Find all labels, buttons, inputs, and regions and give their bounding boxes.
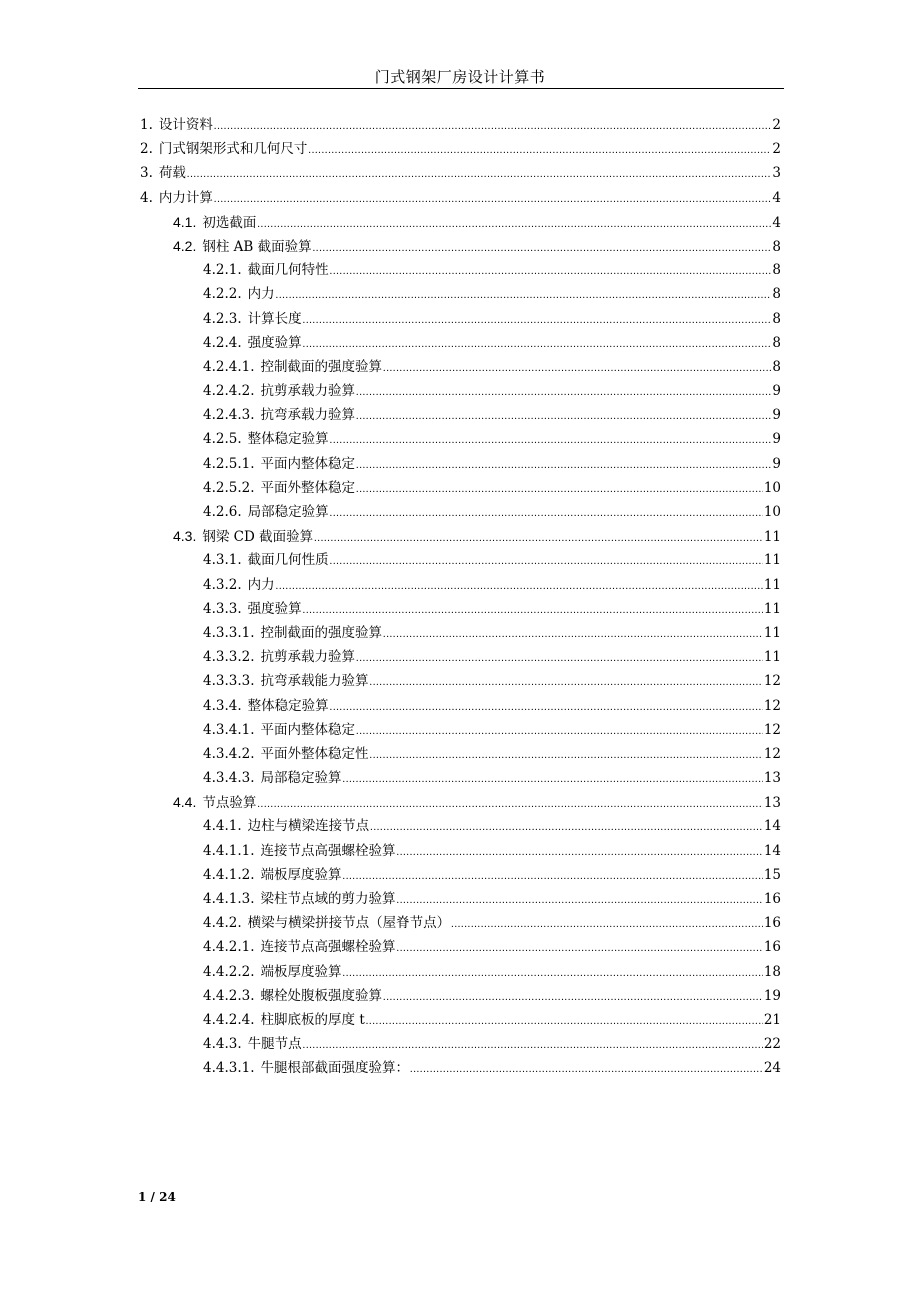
toc-entry-title: 横梁与横梁拼接节点（屋脊节点） [247, 915, 451, 932]
toc-dot-leader [330, 436, 772, 446]
toc-dot-leader [383, 364, 771, 374]
toc-entry-page: 8 [772, 238, 781, 255]
toc-entry-title: 内力 [247, 286, 275, 303]
toc-entry[interactable] [203, 1008, 781, 1032]
toc-entry-page: 16 [763, 939, 781, 956]
toc-entry-title: 钢柱 AB 截面验算 [202, 238, 312, 255]
toc-entry[interactable] [140, 186, 781, 210]
toc-entry-number: 4.2.1. [203, 262, 242, 279]
toc-dot-leader [356, 727, 763, 737]
toc-entry-title: 平面内整体稳定 [260, 721, 356, 738]
toc-entry-page: 8 [772, 334, 781, 351]
toc-dot-leader [356, 485, 763, 495]
toc-entry-page: 8 [772, 286, 781, 303]
toc-entry-number: 4.3.3.3. [203, 673, 255, 690]
toc-entry-number: 4.4.2.1. [203, 939, 255, 956]
toc-entry-number: 4.3.1. [203, 552, 242, 569]
toc-dot-leader [383, 993, 763, 1003]
toc-entry[interactable] [203, 573, 781, 597]
toc-entry-page: 22 [763, 1036, 781, 1053]
toc-entry-page: 8 [772, 262, 781, 279]
toc-entry-page: 11 [763, 649, 781, 666]
toc-dot-leader [187, 170, 772, 180]
toc-entry-number: 4.3.3. [203, 600, 242, 617]
toc-dot-leader [303, 340, 772, 350]
toc-dot-leader [330, 703, 763, 713]
toc-entry-number: 4.2.5. [203, 431, 242, 448]
toc-entry-page: 21 [763, 1011, 781, 1028]
toc-entry-title: 抗弯承载力验算 [260, 407, 356, 424]
toc-entry-page: 11 [763, 529, 781, 546]
toc-dot-leader [276, 582, 763, 592]
toc-entry-title: 连接节点高强螺栓验算 [260, 842, 396, 859]
toc-entry-title: 局部稳定验算 [247, 504, 329, 520]
toc-entry-page: 9 [772, 407, 781, 424]
toc-dot-leader [370, 823, 763, 833]
toc-entry-page: 14 [763, 842, 781, 859]
toc-entry-title: 强度验算 [247, 334, 302, 351]
toc-entry-title: 牛腿根部截面强度验算： [260, 1060, 410, 1077]
toc-entry[interactable] [203, 1056, 781, 1080]
toc-entry-page: 10 [763, 504, 781, 520]
toc-entry-page: 4 [772, 214, 781, 231]
toc-entry-title: 边柱与横梁连接节点 [247, 818, 370, 835]
toc-entry-number: 4.2.4. [203, 334, 242, 351]
toc-entry-page: 8 [772, 358, 781, 375]
toc-entry[interactable] [203, 839, 781, 863]
toc-entry[interactable] [203, 1032, 781, 1056]
toc-entry-page: 11 [763, 624, 781, 641]
toc-entry[interactable] [203, 911, 781, 935]
toc-entry-number: 4.3. [173, 528, 197, 545]
toc-entry-page: 8 [772, 310, 781, 327]
toc-entry-number: 4.3.4.1. [203, 721, 255, 738]
toc-entry[interactable] [203, 742, 781, 766]
toc-entry-title: 钢梁 CD 截面验算 [202, 529, 314, 546]
toc-entry[interactable] [203, 307, 781, 331]
toc-entry-page: 15 [763, 866, 781, 883]
toc-entry-title: 整体稳定验算 [247, 431, 329, 448]
toc-dot-leader [451, 920, 763, 930]
page-header-title: 门式钢架厂房设计计算书 [374, 68, 546, 86]
toc-entry-number: 4.4.1.2. [203, 866, 255, 883]
toc-entry-number: 4.4.1.3. [203, 891, 255, 907]
toc-entry-number: 4.3.4.2. [203, 745, 255, 762]
toc-dot-leader [366, 1017, 763, 1027]
toc-entry[interactable] [203, 355, 781, 379]
toc-dot-leader [330, 557, 763, 567]
toc-dot-leader [330, 509, 763, 519]
toc-dot-leader [343, 872, 763, 882]
toc-entry[interactable] [203, 718, 781, 742]
toc-entry-title: 连接节点高强螺栓验算 [260, 939, 396, 956]
toc-dot-leader [343, 775, 763, 785]
toc-entry-number: 4.4.1.1. [203, 842, 255, 859]
toc-entry-page: 16 [763, 891, 781, 907]
toc-entry-title: 平面外整体稳定 [260, 479, 356, 496]
header-divider [138, 88, 784, 89]
toc-entry-number: 4.3.3.1. [203, 624, 255, 641]
toc-dot-leader [303, 1041, 763, 1051]
toc-dot-leader [356, 388, 771, 398]
toc-entry-page: 14 [763, 818, 781, 835]
toc-entry-page: 2 [772, 117, 781, 133]
toc-dot-leader [308, 146, 771, 156]
toc-entry-number: 1. [140, 117, 153, 133]
toc-entry-title: 控制截面的强度验算 [260, 358, 383, 375]
toc-entry-page: 19 [763, 987, 781, 1004]
toc-entry[interactable] [203, 331, 781, 355]
toc-entry[interactable] [203, 984, 781, 1008]
toc-entry-title: 计算长度 [247, 310, 302, 327]
toc-entry-number: 4.2.6. [203, 504, 242, 520]
toc-dot-leader [397, 944, 763, 954]
toc-entry-title: 梁柱节点域的剪力验算 [260, 891, 396, 907]
toc-entry-title: 抗弯承载能力验算 [260, 673, 369, 690]
toc-entry-title: 抗剪承载力验算 [260, 649, 356, 666]
toc-entry-page: 12 [763, 721, 781, 738]
toc-entry-number: 4.2.4.3. [203, 407, 255, 424]
toc-entry-page: 2 [772, 141, 781, 158]
toc-dot-leader [356, 412, 771, 422]
toc-entry-page: 13 [763, 795, 781, 812]
toc-dot-leader [356, 461, 771, 471]
toc-entry-page: 24 [763, 1060, 781, 1077]
toc-dot-leader [257, 800, 762, 810]
table-of-contents [0, 113, 920, 1081]
toc-dot-leader [314, 534, 763, 544]
toc-entry-number: 4.2.3. [203, 310, 242, 327]
toc-entry-title: 内力 [247, 576, 275, 593]
toc-dot-leader [410, 1065, 763, 1075]
toc-entry[interactable] [203, 645, 781, 669]
toc-dot-leader [330, 267, 772, 277]
toc-entry-title: 截面几何特性 [247, 262, 329, 279]
toc-entry[interactable] [203, 621, 781, 645]
toc-dot-leader [343, 969, 763, 979]
toc-entry-number: 4.3.2. [203, 576, 242, 593]
toc-entry[interactable] [173, 790, 781, 814]
toc-entry-title: 门式钢架形式和几何尺寸 [158, 141, 308, 158]
toc-dot-leader [276, 291, 772, 301]
toc-entry-title: 控制截面的强度验算 [260, 624, 383, 641]
toc-entry-title: 初选截面 [202, 214, 257, 231]
toc-entry-number: 4.3.4. [203, 697, 242, 714]
toc-dot-leader [397, 896, 763, 906]
toc-entry-title: 内力计算 [158, 189, 213, 206]
toc-entry[interactable] [140, 113, 781, 137]
toc-entry[interactable] [203, 379, 781, 403]
toc-dot-leader [370, 751, 763, 761]
toc-entry-page: 12 [763, 673, 781, 690]
toc-entry-number: 4.4.2.4. [203, 1011, 255, 1028]
toc-entry[interactable] [203, 258, 781, 282]
toc-entry[interactable] [203, 452, 781, 476]
toc-entry-number: 4.4.3.1. [203, 1060, 255, 1077]
toc-entry-page: 4 [772, 189, 781, 206]
toc-entry-title: 截面几何性质 [247, 552, 329, 569]
toc-entry-number: 4.4.3. [203, 1036, 242, 1053]
toc-entry[interactable] [203, 500, 781, 524]
toc-dot-leader [214, 195, 772, 205]
toc-dot-leader [303, 606, 763, 616]
toc-entry-title: 节点验算 [202, 795, 257, 812]
toc-entry[interactable] [203, 766, 781, 790]
toc-entry[interactable] [140, 161, 781, 185]
toc-dot-leader [397, 848, 763, 858]
toc-entry[interactable] [203, 814, 781, 838]
toc-entry-title: 强度验算 [247, 600, 302, 617]
toc-entry-number: 4.2.5.1. [203, 455, 255, 472]
toc-entry-title: 局部稳定验算 [260, 770, 342, 787]
toc-entry[interactable] [203, 960, 781, 984]
toc-dot-leader [383, 630, 763, 640]
toc-entry-title: 整体稳定验算 [247, 697, 329, 714]
toc-entry[interactable] [203, 669, 781, 693]
toc-entry[interactable] [203, 863, 781, 887]
toc-dot-leader [356, 654, 763, 664]
toc-entry-number: 4.4.2. [203, 915, 242, 932]
toc-entry-page: 11 [763, 552, 781, 569]
toc-entry[interactable] [140, 137, 781, 161]
toc-entry-page: 9 [772, 455, 781, 472]
toc-entry-title: 平面外整体稳定性 [260, 745, 369, 762]
toc-entry-number: 4.4.2.2. [203, 963, 255, 980]
toc-entry-page: 3 [772, 165, 781, 182]
toc-entry-title: 柱脚底板的厚度 t [260, 1011, 365, 1028]
toc-entry[interactable] [173, 210, 781, 234]
toc-entry-page: 9 [772, 431, 781, 448]
toc-entry-number: 4.4.2.3. [203, 987, 255, 1004]
toc-entry[interactable] [203, 548, 781, 572]
toc-entry-number: 3. [140, 165, 153, 182]
toc-entry-title: 设计资料 [158, 117, 213, 133]
toc-entry-title: 端板厚度验算 [260, 963, 342, 980]
toc-entry[interactable] [203, 476, 781, 500]
toc-entry[interactable] [203, 887, 781, 911]
toc-dot-leader [303, 316, 772, 326]
toc-entry[interactable] [203, 403, 781, 427]
toc-entry-number: 4.2. [173, 237, 197, 254]
toc-entry-number: 4.3.3.2. [203, 649, 255, 666]
page-number: 1 / 24 [138, 1190, 176, 1204]
toc-entry-title: 抗剪承载力验算 [260, 383, 356, 400]
toc-dot-leader [313, 244, 772, 254]
toc-entry-title: 端板厚度验算 [260, 866, 342, 883]
toc-entry-number: 4.2.4.1. [203, 358, 255, 375]
toc-entry-page: 16 [763, 915, 781, 932]
toc-entry-page: 10 [763, 479, 781, 496]
toc-dot-leader [214, 122, 772, 132]
toc-entry[interactable] [203, 282, 781, 306]
toc-entry-number: 4.4. [173, 794, 197, 811]
toc-entry-title: 平面内整体稳定 [260, 455, 356, 472]
toc-entry-title: 牛腿节点 [247, 1036, 302, 1053]
toc-entry-page: 11 [763, 600, 781, 617]
toc-entry-number: 4.4.1. [203, 818, 242, 835]
toc-entry-number: 4. [140, 189, 153, 206]
toc-entry-title: 荷载 [158, 165, 186, 182]
toc-entry[interactable] [203, 694, 781, 718]
toc-entry[interactable] [203, 935, 781, 959]
toc-entry[interactable] [173, 234, 781, 258]
toc-entry-number: 2. [140, 141, 153, 158]
toc-entry-number: 4.1. [173, 213, 197, 230]
toc-entry-number: 4.2.4.2. [203, 383, 255, 400]
toc-dot-leader [257, 220, 771, 230]
toc-entry-page: 11 [763, 576, 781, 593]
toc-entry-page: 12 [763, 697, 781, 714]
toc-entry-page: 12 [763, 745, 781, 762]
toc-entry[interactable] [203, 597, 781, 621]
toc-entry-number: 4.2.5.2. [203, 479, 255, 496]
toc-entry-number: 4.3.4.3. [203, 770, 255, 787]
toc-entry[interactable] [173, 524, 781, 548]
toc-entry[interactable] [203, 427, 781, 451]
toc-entry-page: 13 [763, 770, 781, 787]
toc-entry-page: 18 [763, 963, 781, 980]
toc-entry-page: 9 [772, 383, 781, 400]
toc-entry-number: 4.2.2. [203, 286, 242, 303]
toc-dot-leader [370, 678, 763, 688]
toc-entry-title: 螺栓处腹板强度验算 [260, 987, 383, 1004]
